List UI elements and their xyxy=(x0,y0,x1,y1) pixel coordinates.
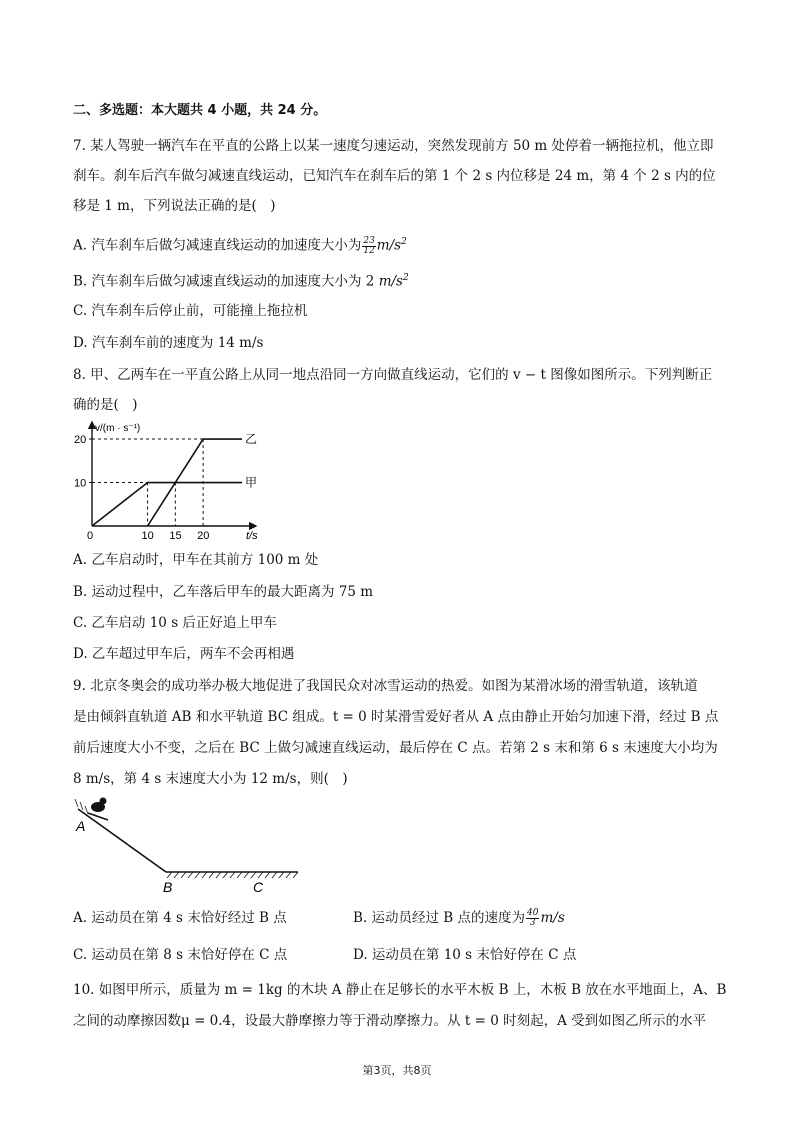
q7-option-d: D. 汽车刹车前的速度为 14 m/s xyxy=(73,335,264,351)
q8-option-d: D. 乙车超过甲车后，两车不会再相遇 xyxy=(73,646,295,662)
q8-option-a: A. 乙车启动时，甲车在其前方 100 m 处 xyxy=(73,552,319,568)
point-c-label: C xyxy=(253,879,264,895)
x-tick-20: 20 xyxy=(197,530,210,542)
q8-stem-line-1: 8. 甲、乙两车在一平直公路上从同一地点沿同一方向做直线运动，它们的 v − t 图像如图所示。下列判断正 xyxy=(73,367,713,383)
q7-option-b-text: B. 汽车刹车后做匀减速直线运动的加速度大小为 2 xyxy=(73,273,379,290)
q8-option-c: C. 乙车启动 10 s 后正好追上甲车 xyxy=(73,615,277,631)
q9-option-b-numerator: 40 xyxy=(527,908,539,918)
series-1-label: 乙 xyxy=(245,432,258,447)
q9-stem-line-4: 8 m/s，第 4 s 末速度大小为 12 m/s，则( ) xyxy=(73,771,348,787)
point-a-label: A xyxy=(76,818,86,834)
point-b-label: B xyxy=(163,879,173,895)
q7-option-b-exponent: 2 xyxy=(402,273,409,283)
y-axis-label: v/(m · s⁻¹) xyxy=(95,423,141,434)
q8-option-b: B. 运动过程中，乙车落后甲车的最大距离为 75 m xyxy=(73,584,374,600)
x-tick-0: 0 xyxy=(87,530,94,542)
q9-stem-line-2: 是由倾斜直轨道 AB 和水平轨道 BC 组成。t = 0 时某滑雪爱好者从 A 点由静止开始匀加速下滑，经过 B 点 xyxy=(73,709,719,725)
q7-option-a-exponent: 2 xyxy=(401,237,407,247)
q7-option-c: C. 汽车刹车后停止前，可能撞上拖拉机 xyxy=(73,303,308,319)
q10-stem-line-2: 之间的动摩擦因数μ = 0.4，设最大静摩擦力等于滑动摩擦力。从 t = 0 时刻起，A 受到如图乙所示的水平 xyxy=(73,1013,707,1029)
q10-stem-line-1: 10. 如图甲所示，质量为 m = 1kg 的木块 A 静止在足够长的水平木板 B 上，木板 B 放在水平地面上，A、B xyxy=(73,982,727,998)
q9-option-b xyxy=(353,908,565,928)
q8-stem-line-2: 确的是( ) xyxy=(73,397,138,413)
skier-figure xyxy=(88,798,108,821)
q9-option-b-denominator: 3 xyxy=(529,918,536,928)
q7-stem-line-1: 7. 某人驾驶一辆汽车在平直的公路上以某一速度匀速运动，突然发现前方 50 m 处停着一辆拖拉机，他立即 xyxy=(73,138,714,154)
y-tick-10: 10 xyxy=(74,477,87,490)
q9-option-c: C. 运动员在第 8 s 末恰好停在 C 点 xyxy=(73,947,288,963)
page-footer: 第3页，共8页 xyxy=(362,1064,432,1077)
horizontal-hatching xyxy=(167,872,298,878)
x-tick-15: 15 xyxy=(169,530,182,542)
q9-option-b-text: B. 运动员经过 B 点的速度为 xyxy=(353,910,526,926)
q7-option-b-unit: m/s xyxy=(378,273,403,290)
incline-ab xyxy=(78,809,166,872)
ski-track-figure xyxy=(68,795,308,895)
q7-stem-line-3: 移是 1 m，下列说法正确的是( ) xyxy=(73,198,276,214)
series-0-line xyxy=(92,483,242,526)
q7-option-a xyxy=(73,232,407,256)
q9-option-b-fraction xyxy=(526,909,539,928)
x-tick-10: 10 xyxy=(141,530,154,542)
q7-stem-line-2: 刹车。刹车后汽车做匀减速直线运动，已知汽车在刹车后的第 1 个 2 s 内位移是 24 m，第 4 个 2 s 内的位 xyxy=(73,168,716,184)
q7-option-a-fraction xyxy=(362,237,375,256)
q7-option-a-text: A. 汽车刹车后做匀减速直线运动的加速度大小为 xyxy=(73,237,362,254)
y-tick-20: 20 xyxy=(74,434,87,447)
q9-option-d: D. 运动员在第 10 s 末恰好停在 C 点 xyxy=(353,947,577,963)
q9-option-b-unit: m/s xyxy=(540,910,565,926)
q7-option-b xyxy=(73,268,409,292)
section-title: 二、多选题：本大题共 4 小题，共 24 分。 xyxy=(73,103,327,118)
velocity-time-chart xyxy=(72,418,262,544)
q9-stem-line-3: 前后速度大小不变，之后在 BC 上做匀减速直线运动，最后停在 C 点。若第 2 s 末和第 6 s 末速度大小均为 xyxy=(73,740,718,756)
x-axis-label: t/s xyxy=(246,530,258,542)
q7-option-a-numerator: 23 xyxy=(363,235,375,246)
q7-option-a-denominator: 12 xyxy=(363,245,375,256)
series-0-label: 甲 xyxy=(245,475,258,490)
q7-option-a-unit: m/s xyxy=(376,237,402,254)
q9-stem-line-1: 9. 北京冬奥会的成功举办极大地促进了我国民众对冰雪运动的热爱。如图为某滑冰场的滑雪轨道，该轨道 xyxy=(73,678,698,694)
q9-option-a: A. 运动员在第 4 s 末恰好经过 B 点 xyxy=(73,910,287,926)
